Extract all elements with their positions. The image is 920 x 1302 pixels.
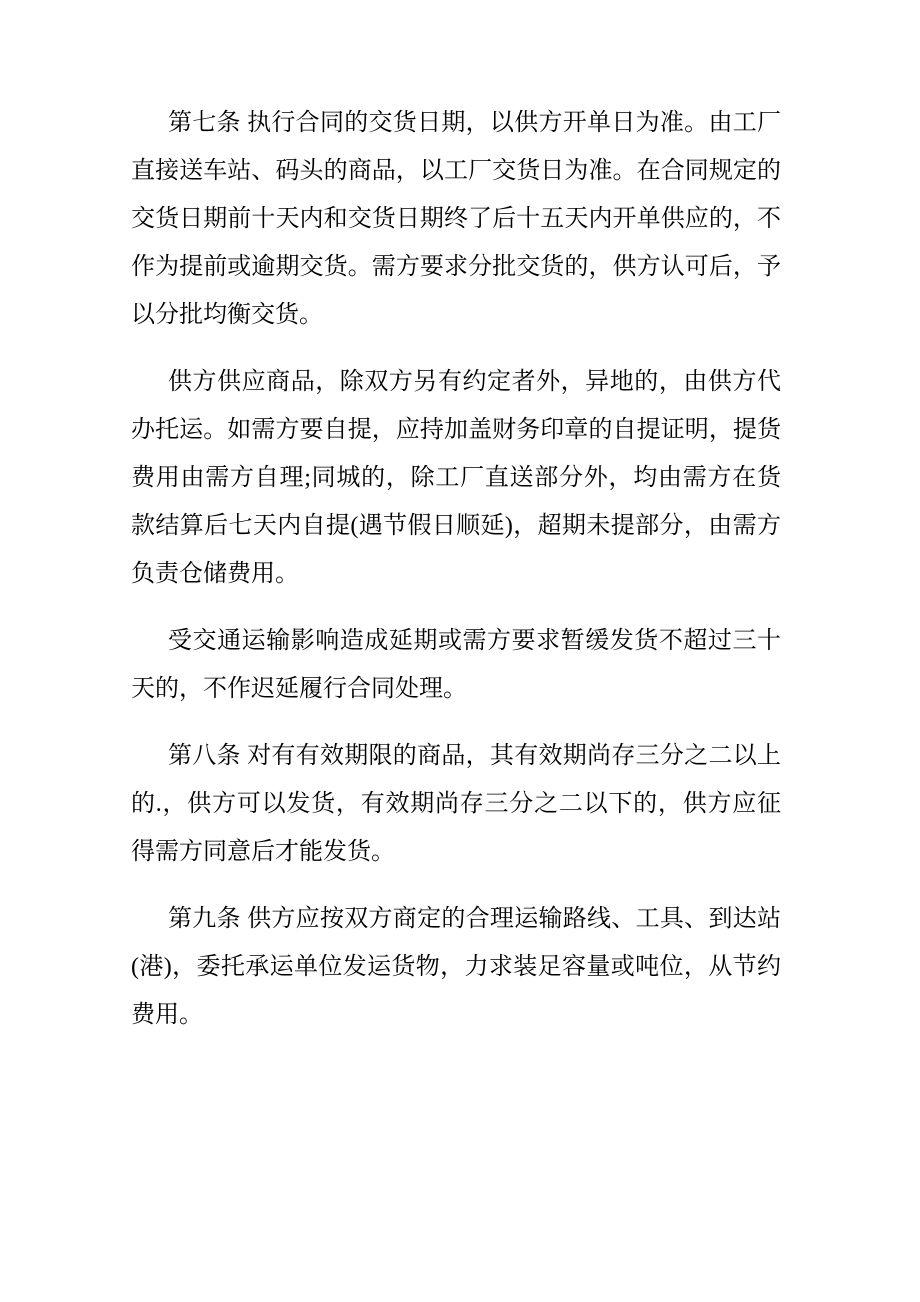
document-body: [131, 99, 781, 1058]
paragraph-clause-9: 第九条 供方应按双方商定的合理运输路线、工具、到达站(港)，委托承运单位发运货物，力求装足容量或吨位，从节约费用。: [131, 906, 781, 1028]
paragraph-clause-8: 第八条 对有有效期限的商品，其有效期尚存三分之二以上的.，供方可以发货，有效期尚存三分之二以下的，供方应征得需方同意后才能发货。: [131, 743, 781, 865]
paragraph-clause-7: 第七条 执行合同的交货日期，以供方开单日为准。由工厂直接送车站、码头的商品，以工厂交货日为准。在合同规定的交货日期前十天内和交货日期终了后十五天内开单供应的，不作为提前或逾期交货。需方要求分批交货的，供方认可后，予以分批均衡交货。: [131, 110, 781, 328]
paragraph-delivery-pickup: 供方供应商品，除双方另有约定者外，异地的，由供方代办托运。如需方要自提，应持加盖财务印章的自提证明，提货费用由需方自理;同城的，除工厂直送部分外，均由需方在货款结算后七天内自提(遇节假日顺延)，超期未提部分，由需方负责仓储费用。: [131, 369, 781, 587]
paragraph-transport-delay: 受交通运输影响造成延期或需方要求暂缓发货不超过三十天的，不作迟延履行合同处理。: [131, 628, 781, 702]
